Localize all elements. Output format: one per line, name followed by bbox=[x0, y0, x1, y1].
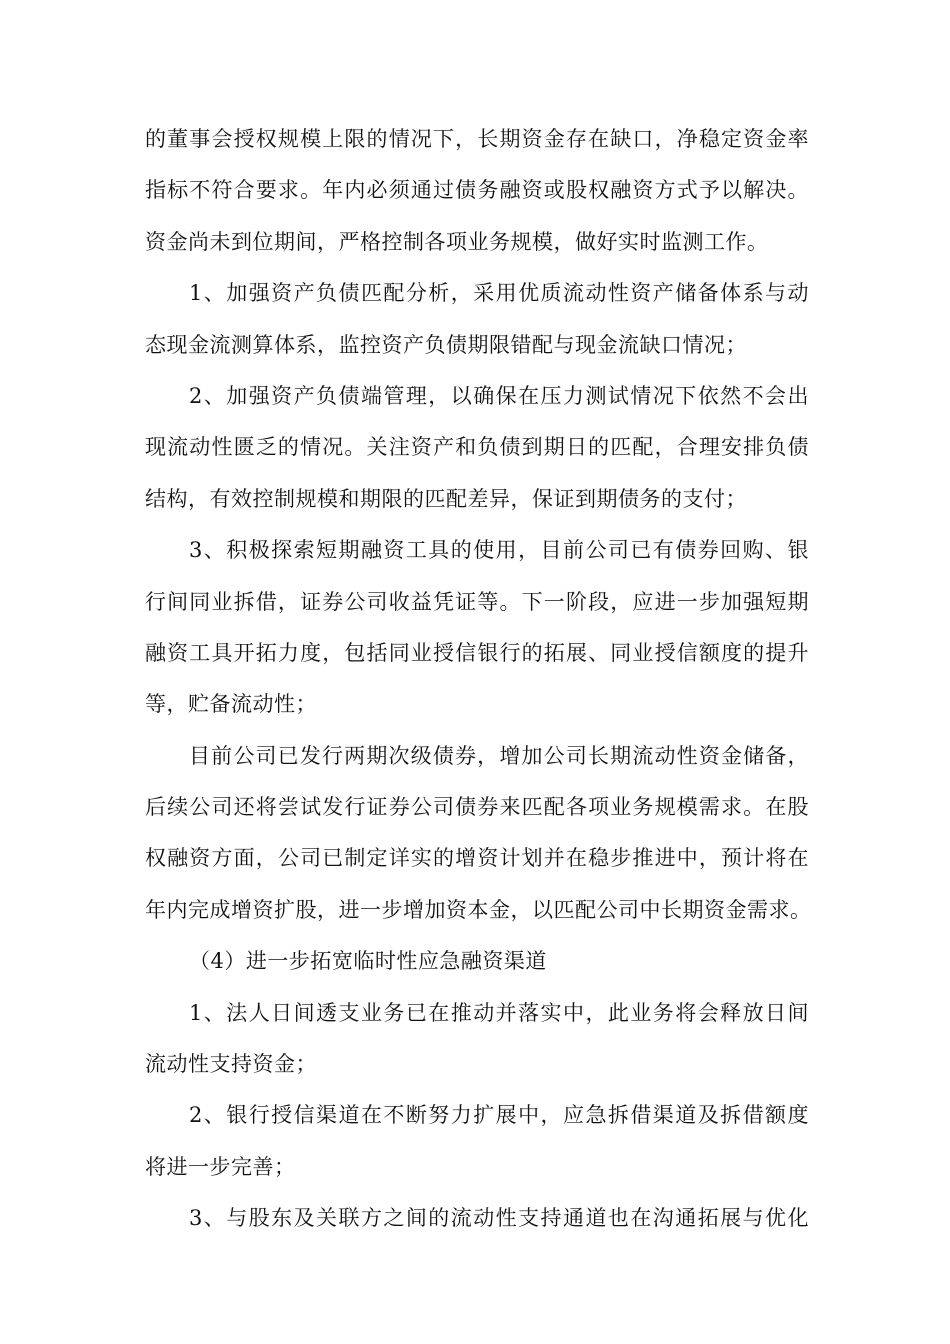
paragraph-line: 年内完成增资扩股，进一步增加资本金，以匹配公司中长期资金需求。 bbox=[145, 897, 812, 922]
list-item-2-line: 2、加强资产负债端管理，以确保在压力测试情况下依然不会出 bbox=[189, 383, 809, 408]
paragraph-line: 指标不符合要求。年内必须通过债务融资或股权融资方式予以解决。 bbox=[145, 178, 809, 203]
paragraph-line: 权融资方面，公司已制定详实的增资计划并在稳步推进中，预计将在 bbox=[145, 846, 809, 871]
list-item-3-line: 3、与股东及关联方之间的流动性支持通道也在沟通拓展与优化 bbox=[189, 1206, 809, 1231]
list-item-2-line: 2、银行授信渠道在不断努力扩展中，应急拆借渠道及拆借额度 bbox=[189, 1103, 809, 1128]
list-item-2-line: 将进一步完善； bbox=[145, 1154, 296, 1179]
paragraph-line: 后续公司还将尝试发行证券公司债券来匹配各项业务规模需求。在股 bbox=[145, 795, 809, 820]
list-item-3-line: 3、积极探索短期融资工具的使用，目前公司已有债券回购、银 bbox=[189, 538, 809, 563]
paragraph-line: 资金尚未到位期间，严格控制各项业务规模，做好实时监测工作。 bbox=[145, 229, 769, 254]
list-item-3-line: 融资工具开拓力度，包括同业授信银行的拓展、同业授信额度的提升 bbox=[145, 640, 809, 665]
list-item-3-line: 等，贮备流动性； bbox=[145, 692, 317, 717]
list-item-1-line: 流动性支持资金； bbox=[145, 1052, 317, 1077]
list-item-3-line: 行间同业拆借，证券公司收益凭证等。下一阶段，应进一步加强短期 bbox=[145, 589, 809, 614]
paragraph-line: 的董事会授权规模上限的情况下，长期资金存在缺口，净稳定资金率 bbox=[145, 127, 809, 151]
list-item-2-line: 结构，有效控制规模和期限的匹配差异，保证到期债务的支付； bbox=[145, 486, 747, 511]
list-item-2-line: 现流动性匮乏的情况。关注资产和负债到期日的匹配，合理安排负债 bbox=[145, 435, 809, 460]
list-item-1-line: 1、加强资产负债匹配分析，采用优质流动性资产储备体系与动 bbox=[189, 281, 809, 306]
list-item-1-line: 态现金流测算体系，监控资产负债期限错配与现金流缺口情况； bbox=[145, 332, 747, 357]
document-page bbox=[145, 114, 812, 1245]
paragraph-line: 目前公司已发行两期次级债券，增加公司长期流动性资金储备， bbox=[189, 743, 809, 768]
section-heading: （4）进一步拓宽临时性应急融资渠道 bbox=[189, 949, 547, 974]
list-item-1-line: 1、法人日间透支业务已在推动并落实中，此业务将会释放日间 bbox=[189, 1000, 809, 1025]
